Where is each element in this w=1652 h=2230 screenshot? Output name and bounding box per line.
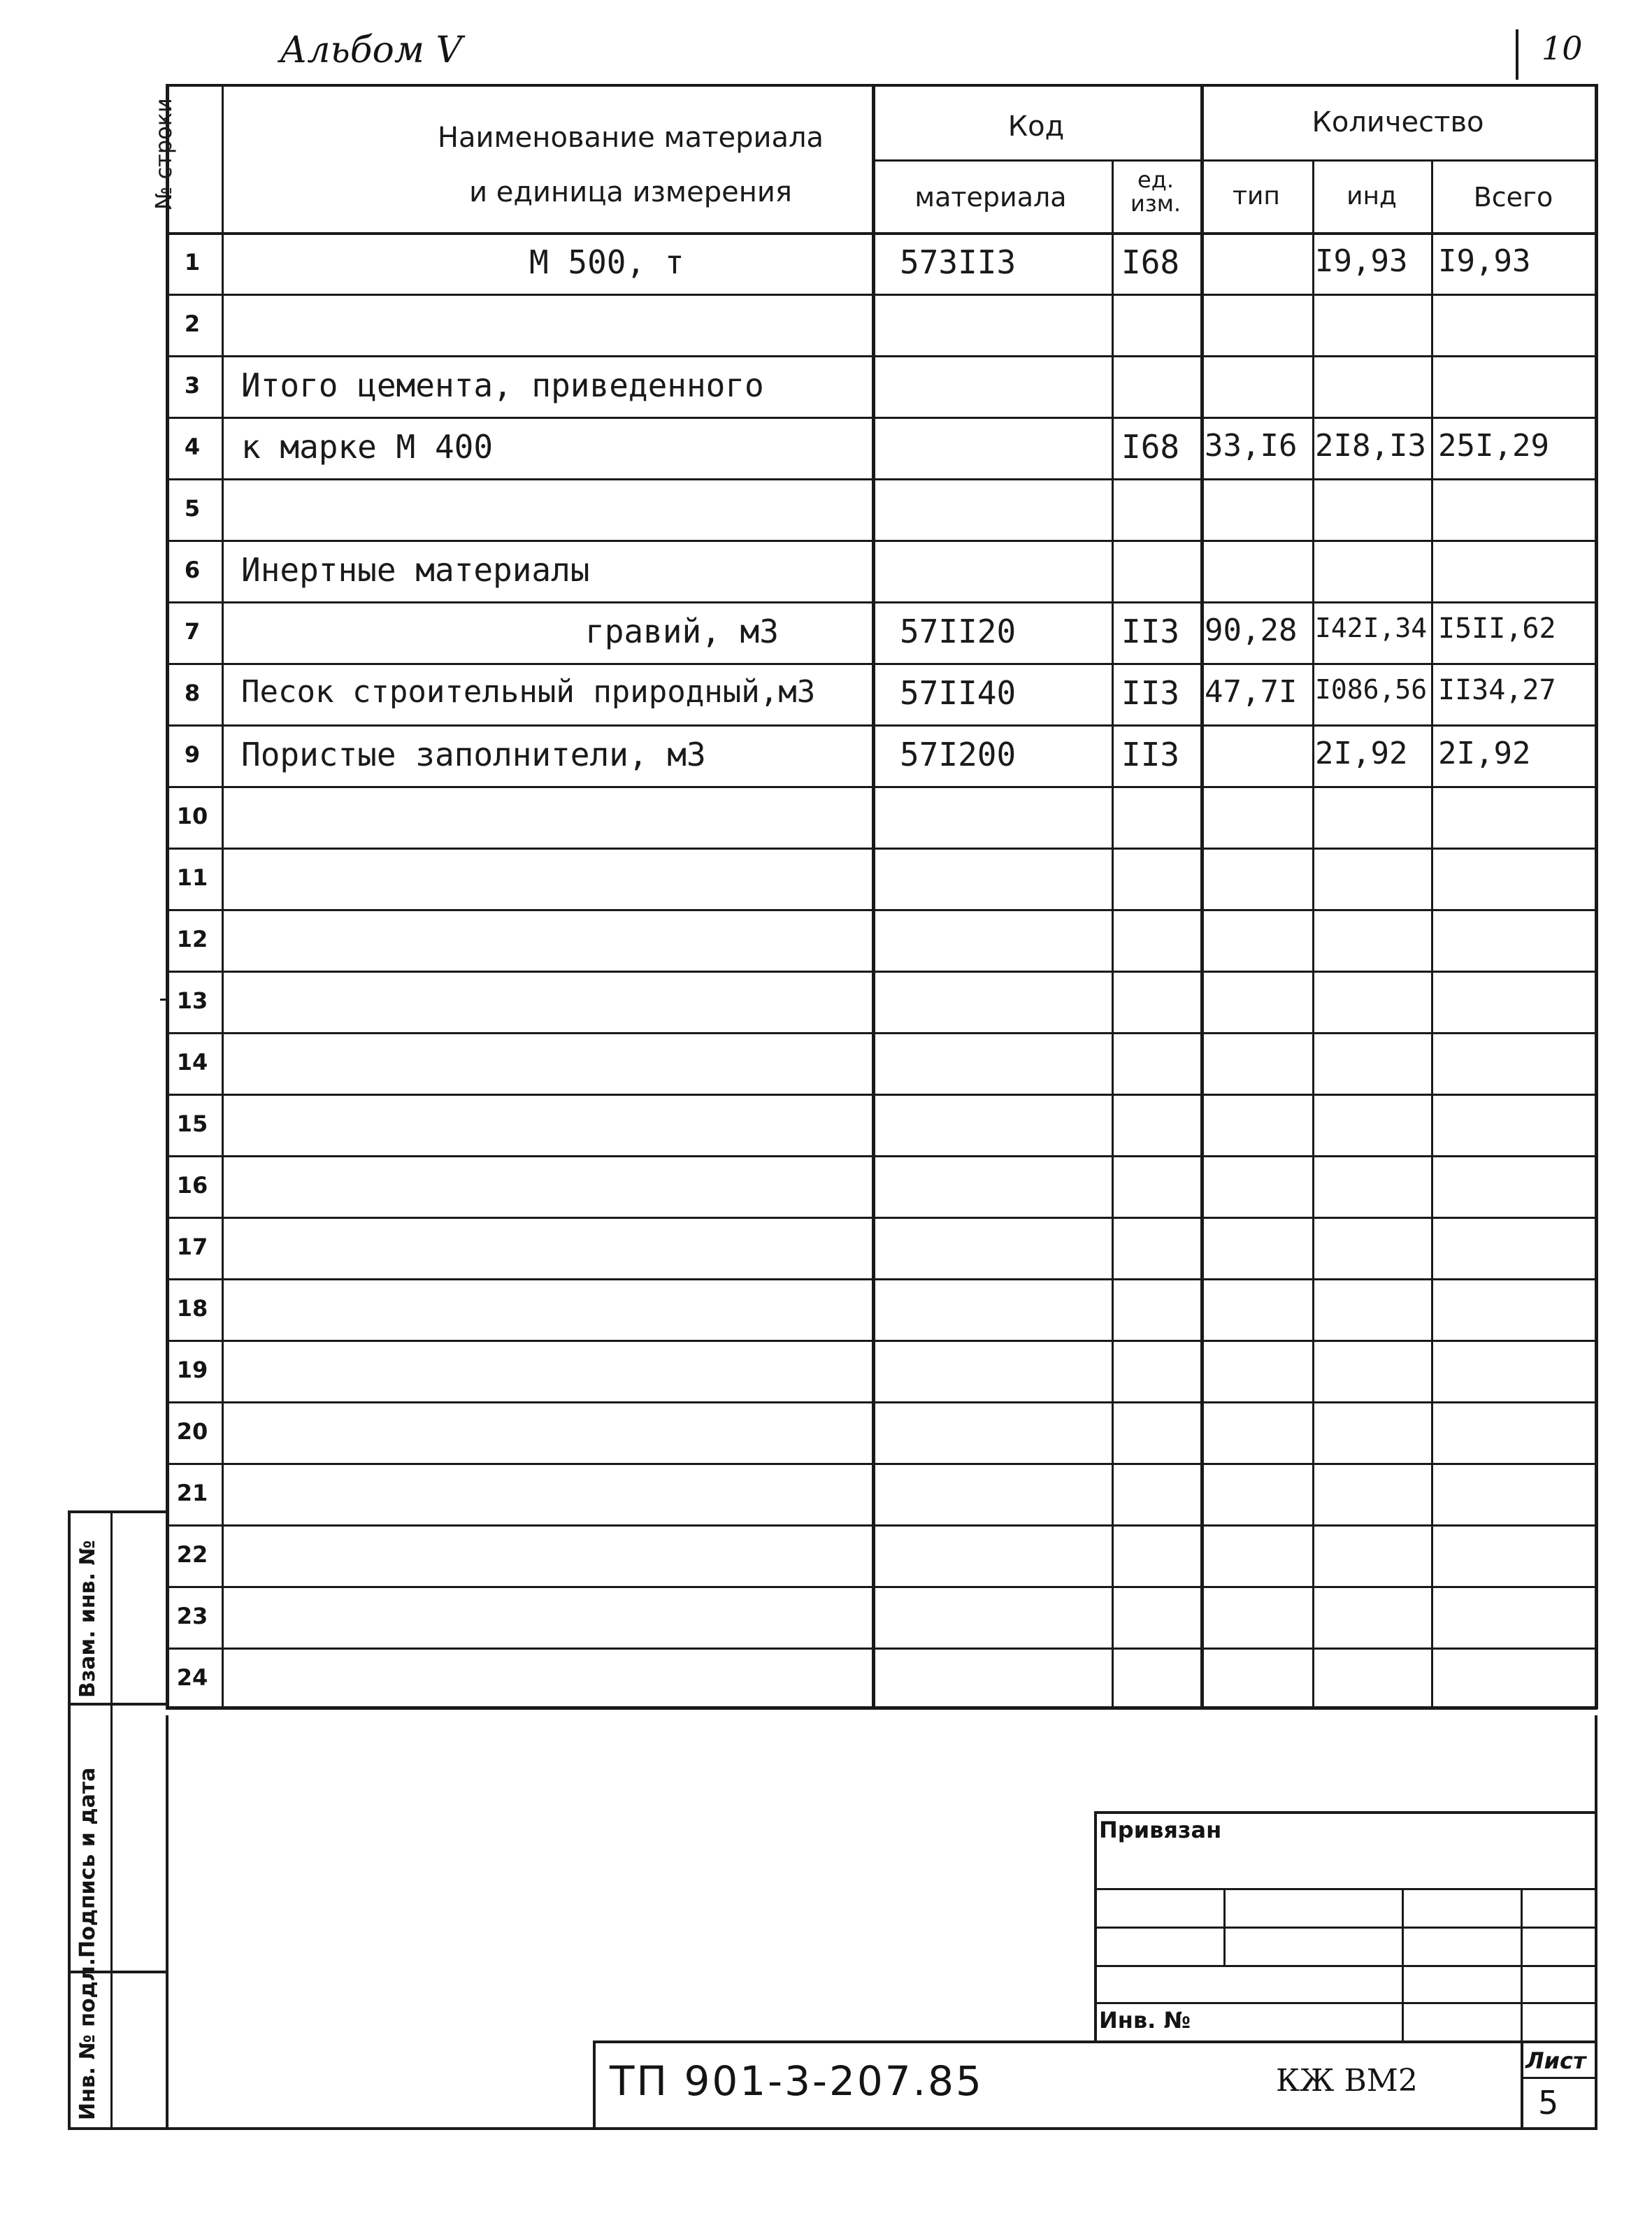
cell-qty-ind: I9,93 [1315, 243, 1408, 279]
table-top-line [166, 84, 1597, 87]
doc-code: ТП 901-3-207.85 [610, 2057, 984, 2105]
column-line [872, 84, 875, 1709]
row-number: 20 [176, 1418, 208, 1445]
row-number: 6 [184, 557, 201, 583]
cell-material-name: Итого цемента, приведенного [241, 366, 764, 404]
row-separator [166, 601, 1597, 603]
header-code: Код [1007, 110, 1065, 143]
list-divider [1521, 2077, 1597, 2079]
row-separator [166, 1217, 1597, 1219]
side-divider-1 [68, 1703, 166, 1706]
cell-qty-typ: 33,I6 [1205, 428, 1298, 464]
inv-no-label: Инв. № [1099, 2007, 1191, 2034]
page-number: 10 [1542, 29, 1583, 67]
label-inv-podl: Инв. № подл. [76, 1957, 100, 2120]
frame-bottom [166, 2127, 1597, 2130]
cell-qty-ind: 2I,92 [1315, 736, 1408, 771]
cell-material-code: 57II20 [900, 613, 1017, 650]
row-number: 13 [176, 987, 208, 1014]
row-separator [166, 971, 1597, 973]
row-separator [166, 1094, 1597, 1096]
cell-material-code: 57I200 [900, 736, 1017, 773]
left-margin-tick [160, 999, 167, 1001]
column-line [1312, 159, 1314, 1709]
label-podpis-data: Подпись и дата [76, 1767, 100, 1958]
row-separator [166, 663, 1597, 665]
row-number: 17 [176, 1234, 208, 1260]
row-separator [166, 724, 1597, 727]
cell-unit-code: II3 [1121, 674, 1180, 712]
cell-material-code: 573II3 [900, 243, 1017, 281]
cell-unit-code: II3 [1121, 736, 1180, 773]
row-number: 23 [176, 1603, 208, 1629]
cell-qty-ind: I42I,34 [1315, 613, 1428, 643]
header-material-name: Наименование материала и единица измерения [437, 122, 824, 208]
privyazan-v1 [1223, 1888, 1226, 1965]
row-number: 15 [176, 1110, 208, 1137]
cell-material-name: Пористые заполнители, м3 [241, 736, 706, 773]
header-quantity: Количество [1312, 106, 1484, 138]
row-separator [166, 1463, 1597, 1465]
header-bottom-line [166, 232, 1597, 235]
row-number: 14 [176, 1049, 208, 1075]
header-qty-typ: тип [1233, 182, 1280, 210]
header-code-unit: ед. изм. [1130, 166, 1181, 217]
cell-unit-code: I68 [1121, 243, 1180, 281]
row-separator [166, 1648, 1597, 1650]
row-number: 21 [176, 1480, 208, 1506]
section-code: КЖ ВМ2 [1276, 2063, 1418, 2099]
row-separator [166, 1340, 1597, 1342]
row-number: 7 [184, 618, 201, 645]
materials-table [150, 84, 1597, 1715]
title-right-divider [1521, 2040, 1523, 2129]
cell-material-name: Инертные материалы [241, 551, 590, 589]
title-top [593, 2040, 1597, 2043]
row-number: 11 [176, 864, 208, 891]
row-separator [166, 478, 1597, 480]
row-number: 19 [176, 1357, 208, 1383]
row-separator [166, 909, 1597, 911]
list-label: Лист [1525, 2047, 1586, 2074]
column-line [1200, 84, 1204, 1709]
privyazan-v3 [1521, 1888, 1523, 2042]
label-vzam-inv: Взам. инв. № [76, 1540, 100, 1698]
side-bottom [68, 2127, 166, 2130]
cell-qty-total: 25I,29 [1438, 428, 1549, 464]
row-separator [166, 786, 1597, 788]
row-separator [166, 1524, 1597, 1527]
page-number-tick [1516, 29, 1518, 80]
frame-right [1595, 1715, 1597, 2129]
row-number: 24 [176, 1664, 208, 1691]
row-number: 4 [184, 434, 201, 460]
header-qty-ind: инд [1346, 182, 1397, 210]
row-number: 18 [176, 1295, 208, 1322]
side-top [68, 1510, 166, 1513]
privyazan-label: Привязан [1099, 1817, 1222, 1843]
handwritten-note: Альбом V [280, 29, 463, 71]
cell-qty-total: II34,27 [1438, 674, 1556, 706]
cell-qty-total: I9,93 [1438, 243, 1531, 279]
row-number: 9 [184, 741, 201, 768]
cell-qty-typ: 90,28 [1205, 613, 1298, 648]
row-separator [166, 848, 1597, 850]
header-row-number: № строки [150, 98, 177, 210]
row-number: 22 [176, 1541, 208, 1568]
list-number: 5 [1538, 2084, 1559, 2122]
header-code-material: материала [914, 182, 1067, 213]
row-separator [166, 1278, 1597, 1280]
cell-qty-ind: 2I8,I3 [1315, 428, 1426, 464]
cell-qty-total: I5II,62 [1438, 613, 1556, 645]
column-line [222, 84, 224, 1709]
cell-qty-typ: 47,7I [1205, 674, 1298, 710]
row-number: 12 [176, 926, 208, 952]
cell-material-name: Песок строительный природный,м3 [241, 674, 816, 710]
row-separator [166, 417, 1597, 419]
row-number: 16 [176, 1172, 208, 1199]
cell-material-code: 57II40 [900, 674, 1017, 712]
row-number: 2 [184, 310, 201, 337]
row-separator [166, 355, 1597, 357]
column-line [1595, 84, 1598, 1709]
cell-material-name: к марке М 400 [241, 428, 494, 466]
row-separator [166, 1032, 1597, 1034]
cell-unit-code: II3 [1121, 613, 1180, 650]
row-number: 5 [184, 495, 201, 522]
table-bottom-line [166, 1706, 1597, 1710]
row-number: 1 [184, 249, 201, 276]
cell-material-name: М 500, т [529, 243, 684, 281]
row-separator [166, 1155, 1597, 1157]
privyazan-v2 [1402, 1888, 1404, 2042]
row-separator [166, 1401, 1597, 1403]
row-separator [166, 294, 1597, 296]
side-outer-left [68, 1510, 71, 2129]
frame-left [166, 1715, 168, 2129]
column-line [1112, 159, 1114, 1709]
header-qty-total: Всего [1473, 182, 1553, 213]
row-number: 10 [176, 803, 208, 829]
row-number: 3 [184, 372, 201, 399]
privyazan-top [1094, 1811, 1597, 1814]
cell-material-name: гравий, м3 [585, 613, 779, 650]
cell-qty-total: 2I,92 [1438, 736, 1531, 771]
column-line [166, 84, 169, 1709]
row-separator [166, 1586, 1597, 1588]
column-line [1431, 159, 1433, 1709]
side-inner-vline [110, 1510, 113, 2129]
row-number: 8 [184, 680, 201, 706]
title-left [593, 2040, 596, 2129]
cell-qty-ind: I086,56 [1315, 674, 1428, 705]
cell-unit-code: I68 [1121, 428, 1180, 466]
row-separator [166, 540, 1597, 542]
